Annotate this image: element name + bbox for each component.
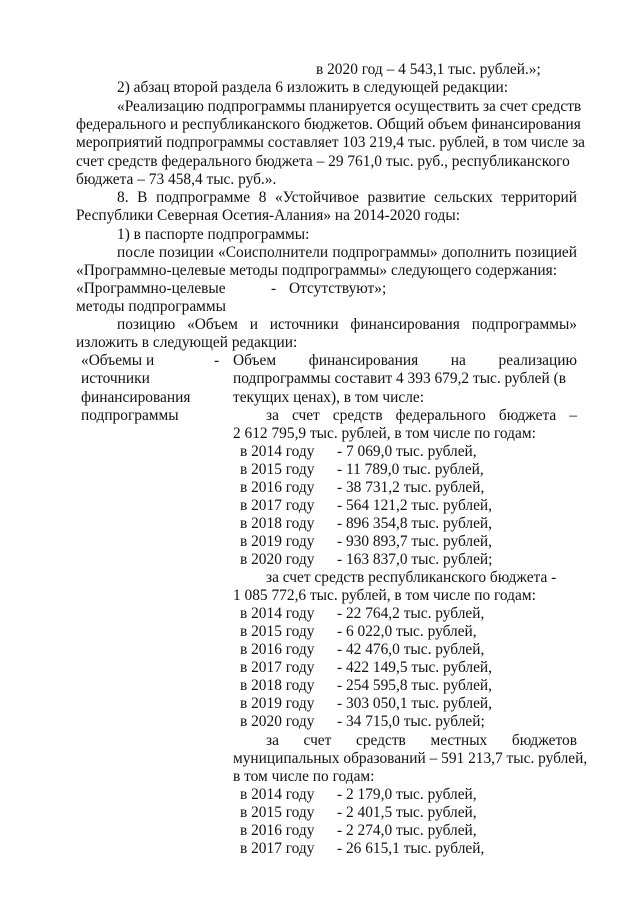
year-amount: - 254 595,8 тыс. рублей, bbox=[337, 677, 493, 694]
year-amount: - 564 121,2 тыс. рублей, bbox=[337, 497, 493, 514]
quote-line: федерального и республиканского бюджетов. Общий объем финансирования bbox=[76, 116, 581, 133]
year-amount: - 6 022,0 тыс. рублей, bbox=[337, 623, 477, 640]
republic-header-line: 1 085 772,6 тыс. рублей, в том числе по годам: bbox=[233, 587, 536, 604]
total-line: подпрограммы составит 4 393 679,2 тыс. рублей (в bbox=[233, 370, 566, 387]
year-amount: - 2 401,5 тыс. рублей, bbox=[337, 804, 477, 821]
after-position-line: после позиции «Соисполнители подпрограммы» дополнить позицией bbox=[117, 244, 577, 261]
year-label: в 2020 году bbox=[240, 713, 315, 730]
year-amount: - 11 789,0 тыс. рублей, bbox=[337, 461, 484, 478]
text-line: в 2020 год – 4 543,1 тыс. рублей.»; bbox=[316, 61, 541, 78]
year-label: в 2014 году bbox=[240, 605, 315, 622]
year-label: в 2015 году bbox=[240, 623, 315, 640]
federal-header-line: 2 612 795,9 тыс. рублей, в том числе по годам: bbox=[233, 425, 536, 442]
pc-label-line: «Программно-целевые bbox=[76, 280, 226, 297]
year-amount: - 42 476,0 тыс. рублей, bbox=[337, 641, 485, 658]
table-label-line: «Объемы и bbox=[81, 352, 155, 369]
year-label: в 2015 году bbox=[240, 804, 315, 821]
year-label: в 2019 году bbox=[240, 695, 315, 712]
pc-value: Отсутствуют»; bbox=[289, 280, 387, 297]
quote-line: счет средств федерального бюджета – 29 761,0 тыс. руб., республиканского bbox=[76, 153, 570, 170]
year-amount: - 163 837,0 тыс. рублей; bbox=[337, 551, 493, 568]
year-label: в 2017 году bbox=[240, 840, 315, 857]
year-label: в 2020 году bbox=[240, 551, 315, 568]
paragraph-2-title: 2) абзац второй раздела 6 изложить в следующей редакции: bbox=[117, 79, 509, 96]
year-label: в 2019 году bbox=[240, 533, 315, 550]
table-label-line: финансирования bbox=[81, 389, 191, 406]
republic-header-line: за счет средств республиканского бюджета - bbox=[266, 569, 557, 586]
after-position-line: «Программно-целевые методы подпрограммы» следующего содержания: bbox=[76, 262, 558, 279]
year-amount: - 2 179,0 тыс. рублей, bbox=[337, 786, 477, 803]
paragraph-8-1: 1) в паспорте подпрограммы: bbox=[117, 226, 310, 243]
year-amount: - 7 069,0 тыс. рублей, bbox=[337, 443, 477, 460]
table-label-line: источники bbox=[81, 370, 150, 387]
year-amount: - 303 050,1 тыс. рублей, bbox=[337, 695, 493, 712]
year-amount: - 896 354,8 тыс. рублей, bbox=[337, 515, 493, 532]
year-label: в 2018 году bbox=[240, 677, 315, 694]
paragraph-8-line: 8. В подпрограмме 8 «Устойчивое развитие сельских территорий bbox=[117, 189, 577, 206]
total-line: Объем финансирования на реализацию bbox=[233, 352, 577, 369]
position-line: изложить в следующей редакции: bbox=[76, 334, 298, 351]
pc-label-line: методы подпрограммы bbox=[76, 298, 226, 315]
year-label: в 2014 году bbox=[240, 786, 315, 803]
local-header-line: за счет средств местных бюджетов bbox=[266, 732, 577, 749]
year-label: в 2016 году bbox=[240, 479, 315, 496]
quote-line: мероприятий подпрограммы составляет 103 219,4 тыс. рублей, в том числе за bbox=[76, 134, 586, 151]
federal-header-line: за счет средств федерального бюджета – bbox=[266, 407, 577, 424]
year-label: в 2016 году bbox=[240, 822, 315, 839]
year-amount: - 930 893,7 тыс. рублей, bbox=[337, 533, 493, 550]
year-label: в 2017 году bbox=[240, 497, 315, 514]
year-amount: - 22 764,2 тыс. рублей, bbox=[337, 605, 485, 622]
paragraph-8-line: Республики Северная Осетия-Алания» на 2014-2020 годы: bbox=[76, 207, 460, 224]
year-amount: - 26 615,1 тыс. рублей, bbox=[337, 840, 485, 857]
total-line: текущих ценах), в том числе: bbox=[233, 389, 425, 406]
pc-dash: - bbox=[271, 280, 277, 297]
year-label: в 2015 году bbox=[240, 461, 315, 478]
year-label: в 2014 году bbox=[240, 443, 315, 460]
quote-line: бюджета – 73 458,4 тыс. руб.». bbox=[76, 171, 277, 188]
year-label: в 2017 году bbox=[240, 659, 315, 676]
year-label: в 2016 году bbox=[240, 641, 315, 658]
year-label: в 2018 году bbox=[240, 515, 315, 532]
local-header-line: муниципальных образований – 591 213,7 тыс. рублей, bbox=[233, 750, 588, 767]
table-label-line: подпрограммы bbox=[81, 407, 179, 424]
table-dash: - bbox=[214, 352, 220, 369]
year-amount: - 38 731,2 тыс. рублей, bbox=[337, 479, 485, 496]
local-header-line: в том числе по годам: bbox=[233, 768, 375, 785]
quote-line: «Реализацию подпрограммы планируется осуществить за счет средств bbox=[117, 98, 582, 115]
year-amount: - 34 715,0 тыс. рублей; bbox=[337, 713, 485, 730]
position-line: позицию «Объем и источники финансирования подпрограммы» bbox=[117, 316, 577, 333]
year-amount: - 422 149,5 тыс. рублей, bbox=[337, 659, 493, 676]
year-amount: - 2 274,0 тыс. рублей, bbox=[337, 822, 477, 839]
